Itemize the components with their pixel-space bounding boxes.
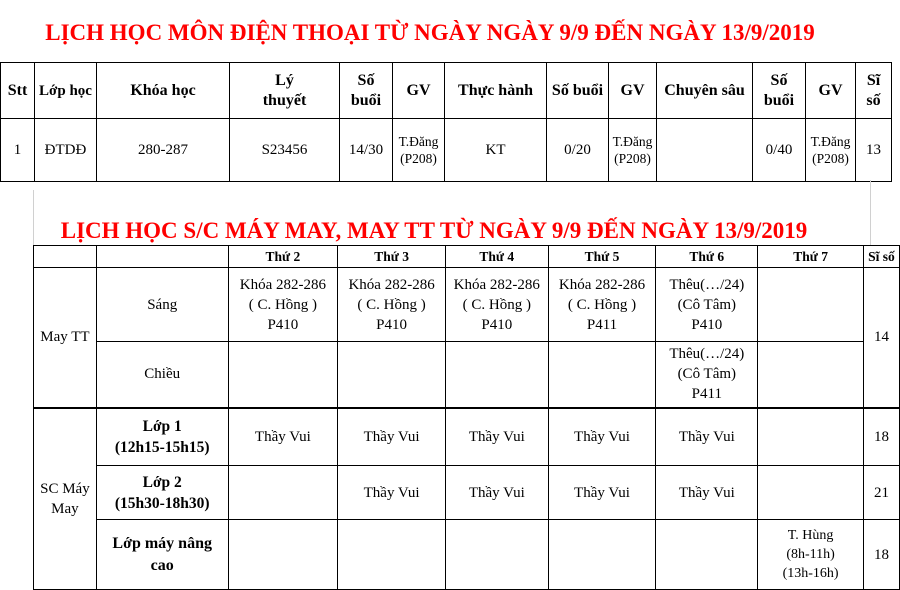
table-row xyxy=(34,268,900,342)
header-blank xyxy=(34,246,97,268)
cell-thuc-hanh: KT xyxy=(445,119,547,182)
cell-lop3-thu7: T. Hùng (8h-11h) (13h-16h) xyxy=(758,520,864,590)
header-blank xyxy=(96,246,228,268)
header-gv: GV xyxy=(609,63,657,119)
table-row xyxy=(1,119,892,182)
cell-sang-thu3: Khóa 282-286 ( C. Hồng ) P410 xyxy=(338,268,446,342)
cell-lop1-thu2: Thầy Vui xyxy=(228,408,338,466)
cell-so-buoi-cs: 0/40 xyxy=(753,119,806,182)
header-si-so: Sĩ số xyxy=(856,63,892,119)
header-lop-hoc: Lớp học xyxy=(35,63,97,119)
cell-si-so-lop1: 18 xyxy=(863,408,899,466)
group-label-sc-may-may: SC Máy May xyxy=(34,408,97,590)
cell-chieu-thu6: Thêu(…/24) (Cô Tâm) P411 xyxy=(656,342,758,408)
cell-gv-th: T.Đăng (P208) xyxy=(609,119,657,182)
cell-chieu-thu4 xyxy=(445,342,548,408)
cell-chuyen-sau xyxy=(657,119,753,182)
cell-ly-thuyet: S23456 xyxy=(230,119,340,182)
header-thuc-hanh: Thực hành xyxy=(445,63,547,119)
header-ly-thuyet: Lý thuyết xyxy=(230,63,340,119)
table-row xyxy=(34,466,900,520)
cell-si-so-lop2: 21 xyxy=(863,466,899,520)
header-so-buoi: Số buổi xyxy=(340,63,393,119)
schedule-title-sewing: LỊCH HỌC S/C MÁY MAY, MAY TT TỪ NGÀY 9/9 ĐẾN NGÀY 13/9/2019 xyxy=(60,218,808,243)
class-label-lop-1: Lớp 1 (12h15-15h15) xyxy=(96,408,228,466)
cell-lop2-thu5: Thầy Vui xyxy=(548,466,656,520)
header-khoa-hoc: Khóa học xyxy=(97,63,230,119)
header-thu-7: Thứ 7 xyxy=(758,246,864,268)
cell-gv-cs: T.Đăng (P208) xyxy=(806,119,856,182)
header-gv: GV xyxy=(806,63,856,119)
table-header-row xyxy=(34,246,900,268)
header-gv: GV xyxy=(393,63,445,119)
cell-gv-lt: T.Đăng (P208) xyxy=(393,119,445,182)
cell-so-buoi-lt: 14/30 xyxy=(340,119,393,182)
cell-lop2-thu2 xyxy=(228,466,338,520)
table-header-row xyxy=(1,63,892,119)
cell-chieu-thu2 xyxy=(228,342,338,408)
cell-lop2-thu6: Thầy Vui xyxy=(656,466,758,520)
table-row xyxy=(34,342,900,408)
table-row xyxy=(34,520,900,590)
cell-chieu-thu7 xyxy=(758,342,864,408)
cell-si-so-lop3: 18 xyxy=(863,520,899,590)
cell-lop3-thu2 xyxy=(228,520,338,590)
table-row xyxy=(34,408,900,466)
cell-lop1-thu3: Thầy Vui xyxy=(338,408,446,466)
cell-sang-thu2: Khóa 282-286 ( C. Hồng ) P410 xyxy=(228,268,338,342)
cell-sang-thu7 xyxy=(758,268,864,342)
sheet-gridline xyxy=(33,190,34,245)
cell-lop3-thu6 xyxy=(656,520,758,590)
class-label-lop-nang-cao: Lớp máy nâng cao xyxy=(96,520,228,590)
cell-lop1-thu4: Thầy Vui xyxy=(445,408,548,466)
cell-si-so-may-tt: 14 xyxy=(863,268,899,408)
header-so-buoi-th: Số buổi xyxy=(547,63,609,119)
header-chuyen-sau: Chuyên sâu xyxy=(657,63,753,119)
header-thu-5: Thứ 5 xyxy=(548,246,656,268)
cell-lop2-thu4: Thầy Vui xyxy=(445,466,548,520)
cell-lop2-thu3: Thầy Vui xyxy=(338,466,446,520)
cell-lop2-thu7 xyxy=(758,466,864,520)
cell-lop1-thu7 xyxy=(758,408,864,466)
cell-lop3-thu4 xyxy=(445,520,548,590)
cell-lop1-thu5: Thầy Vui xyxy=(548,408,656,466)
group-label-may-tt: May TT xyxy=(34,268,97,408)
cell-sang-thu6: Thêu(…/24) (Cô Tâm) P410 xyxy=(656,268,758,342)
cell-lop-hoc: ĐTDĐ xyxy=(35,119,97,182)
cell-lop3-thu5 xyxy=(548,520,656,590)
cell-so-buoi-th: 0/20 xyxy=(547,119,609,182)
header-thu-2: Thứ 2 xyxy=(228,246,338,268)
sewing-schedule-table xyxy=(33,245,900,590)
schedule-title-phone: LỊCH HỌC MÔN ĐIỆN THOẠI TỪ NGÀY NGÀY 9/9 ĐẾN NGÀY 13/9/2019 xyxy=(45,20,815,45)
header-so-buoi-cs: Số buổi xyxy=(753,63,806,119)
sheet-gridline xyxy=(870,180,871,245)
header-thu-3: Thứ 3 xyxy=(338,246,446,268)
cell-lop3-thu3 xyxy=(338,520,446,590)
cell-stt: 1 xyxy=(1,119,35,182)
cell-si-so: 13 xyxy=(856,119,892,182)
cell-chieu-thu5 xyxy=(548,342,656,408)
header-stt: Stt xyxy=(1,63,35,119)
cell-chieu-thu3 xyxy=(338,342,446,408)
phone-schedule-table xyxy=(0,62,892,182)
cell-lop1-thu6: Thầy Vui xyxy=(656,408,758,466)
session-label-chieu: Chiều xyxy=(96,342,228,408)
header-si-so: Sĩ số xyxy=(863,246,899,268)
cell-sang-thu4: Khóa 282-286 ( C. Hồng ) P410 xyxy=(445,268,548,342)
class-label-lop-2: Lớp 2 (15h30-18h30) xyxy=(96,466,228,520)
cell-sang-thu5: Khóa 282-286 ( C. Hồng ) P411 xyxy=(548,268,656,342)
session-label-sang: Sáng xyxy=(96,268,228,342)
cell-khoa-hoc: 280-287 xyxy=(97,119,230,182)
header-thu-6: Thứ 6 xyxy=(656,246,758,268)
header-thu-4: Thứ 4 xyxy=(445,246,548,268)
